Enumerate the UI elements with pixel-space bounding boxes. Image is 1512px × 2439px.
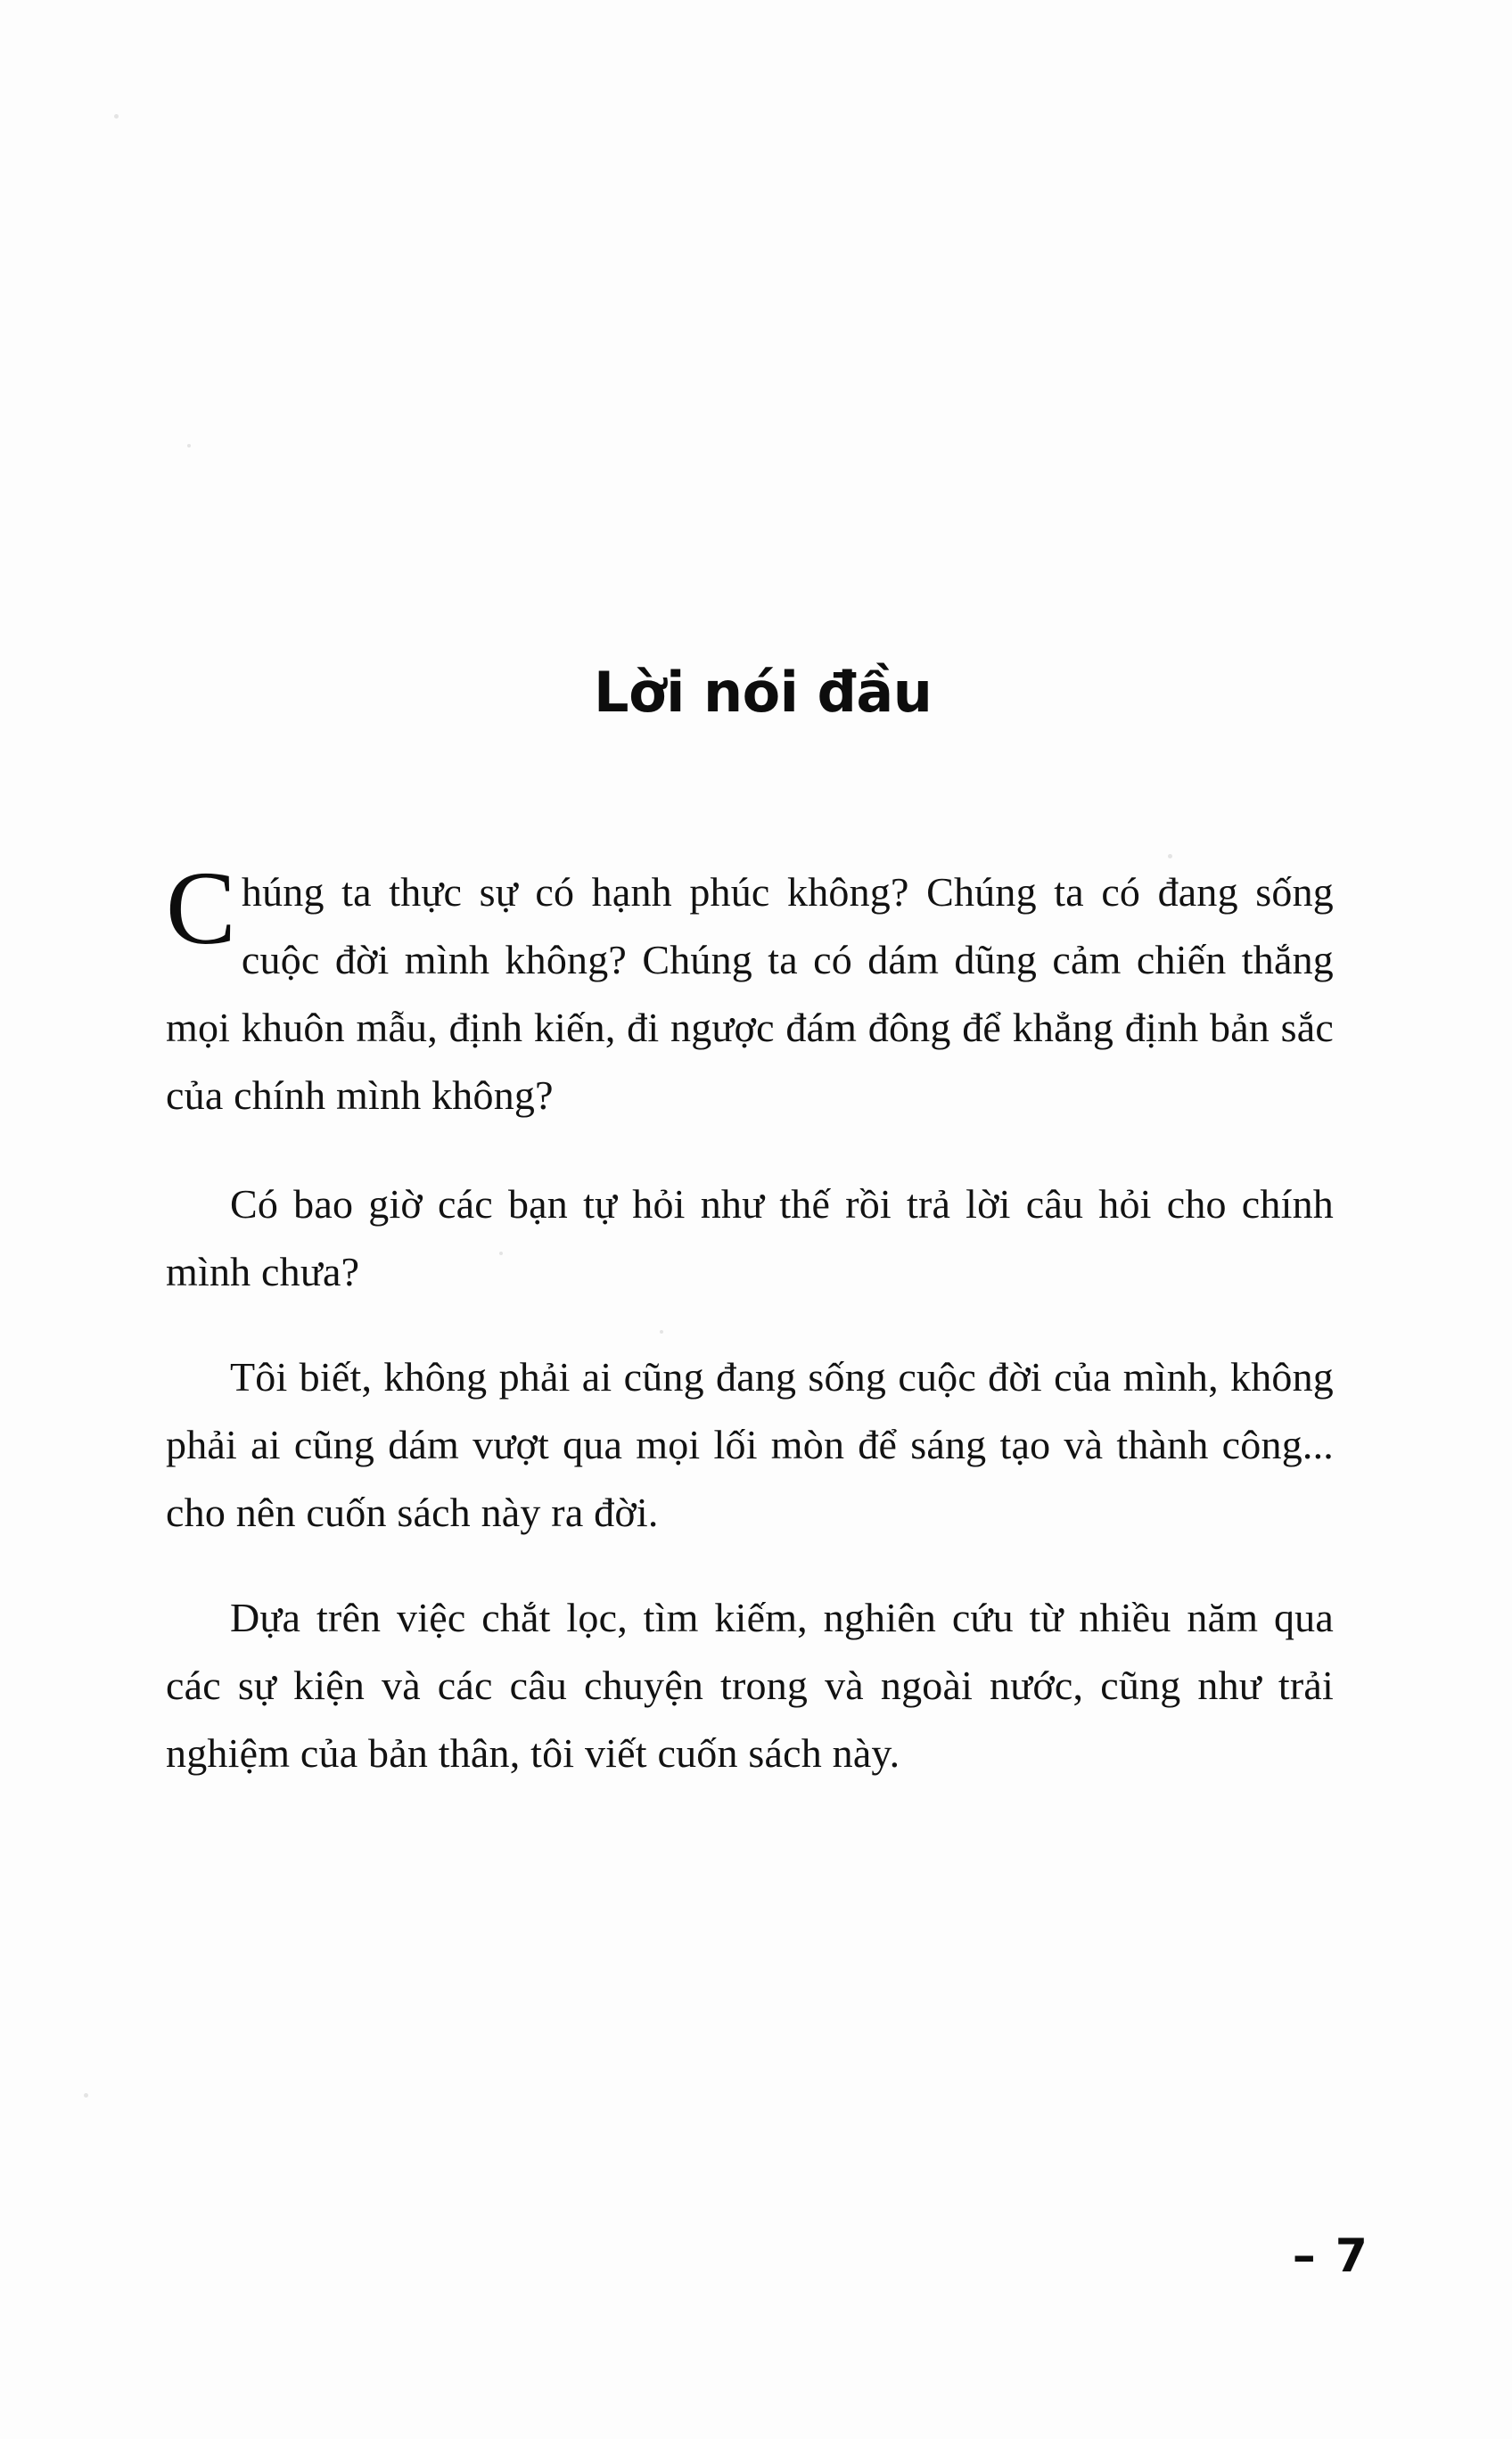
paragraph-2: Có bao giờ các bạn tự hỏi như thế rồi trả lời câu hỏi cho chính mình chưa? xyxy=(166,1181,1334,1294)
paper-speck xyxy=(187,444,191,448)
paragraph-text: húng ta thực sự có hạnh phúc không? Chúng ta có đang sống cuộc đời mình không? Chúng ta có dám dũng cảm chiến thắng mọi khuôn mẫu, định kiến, đi ngược đám đông để khẳng định bản sắc của chính mình không? xyxy=(166,869,1334,1118)
drop-cap: C xyxy=(166,850,236,966)
paper-speck xyxy=(84,2093,88,2098)
page-number: – 7 xyxy=(1292,2230,1369,2283)
paragraph-4: Dựa trên việc chắt lọc, tìm kiếm, nghiên cứu từ nhiều năm qua các sự kiện và các câu chuyện trong và ngoài nước, cũng như trải nghiệm của bản thân, tôi viết cuốn sách này. xyxy=(166,1595,1334,1776)
page-title: Lời nói đầu xyxy=(594,660,933,725)
page-content xyxy=(166,660,1334,1825)
paragraph-1 xyxy=(166,850,1334,1129)
paragraph-3: Tôi biết, không phải ai cũng đang sống cuộc đời của mình, không phải ai cũng dám vượt qua mọi lối mòn để sáng tạo và thành công... cho nên cuốn sách này ra đời. xyxy=(166,1354,1334,1535)
paper-speck xyxy=(114,114,119,119)
